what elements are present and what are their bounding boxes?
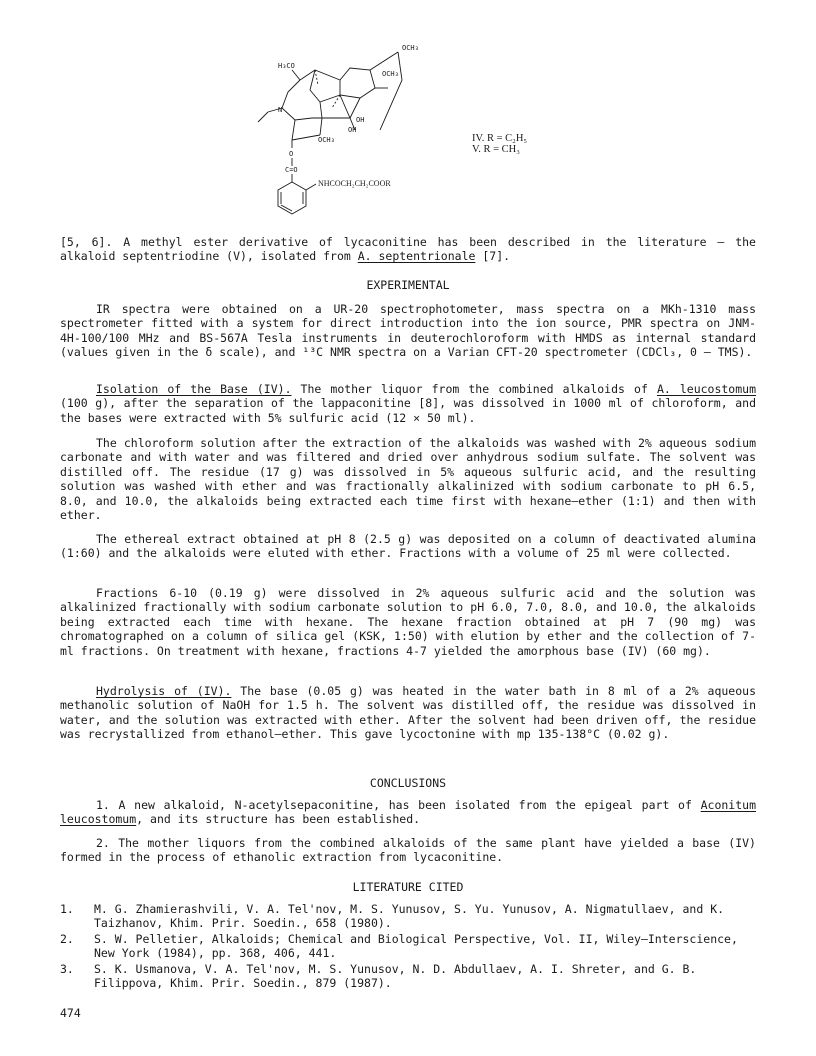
- experimental-p4: [60, 532, 756, 561]
- hydroxyl-label-2: OH: [348, 126, 357, 134]
- experimental-p3-text: The chloroform solution after the extraction of the alkaloids was washed with 2% aqueous sodium carbonate and with water and was filtered and dried over anhydrous sodium sulfate. The solvent was distilled off. The residue (17 g) was dissolved in 5% aqueous sulfuric acid, and the resulting solution was washed with ether and was fractionally alkalinized with sodium carbonate to pH 6.5, 8.0, and 10.0, the alkaloids being extracted each time first with hexane—ether (1:1) and then with ether.: [60, 436, 756, 523]
- nitrogen-label: N: [278, 106, 283, 114]
- conclusion-2-text: 2. The mother liquors from the combined alkaloids of the same plant have yielded a base (IV) formed in the process of ethanolic extraction from lycaconitine.: [60, 836, 756, 865]
- experimental-p2-species: A. leucostomum: [656, 382, 757, 396]
- experimental-p4-text: The ethereal extract obtained at pH 8 (2.5 g) was deposited on a column of deactivated alumina (1:60) and the alkaloids were eluted with ether. Fractions with a volume of 25 ml were collected.: [60, 532, 756, 561]
- reference-2: [60, 932, 750, 961]
- reference-text: S. W. Pelletier, Alkaloids; Chemical and Biological Perspective, Vol. II, Wiley—Interscience, New York (1984), pp. 368, 406, 441.: [94, 932, 738, 961]
- experimental-heading: EXPERIMENTAL: [366, 278, 450, 292]
- hydroxyl-label-1: OH: [356, 116, 365, 124]
- experimental-p6: [60, 684, 756, 742]
- experimental-p2-post: (100 g), after the separation of the lappaconitine [8], was dissolved in 1000 ml of chloroform, and the bases were extracted with 5% sulfuric acid (12 × 50 ml).: [60, 396, 756, 425]
- experimental-p6-text: The base (0.05 g) was heated in the water bath in 8 ml of a 2% aqueous methanolic solution of NaOH for 1.5 h. The solvent was distilled off, the residue was dissolved in water, and the solution was extracted with ether. After the solvent had been driven off, the residue was recrystallized from ethanol—ether. This gave lycoctonine with mp 135-138°C (0.02 g).: [60, 684, 756, 742]
- experimental-p2-mid: The mother liquor from the combined alkaloids of: [291, 382, 657, 396]
- conclusion-2: [60, 836, 756, 865]
- reference-number: 1.: [60, 902, 74, 916]
- conclusion-1-post: , and its structure has been established.: [136, 812, 421, 827]
- oxygen-label: O: [289, 150, 294, 158]
- page-number: 474: [60, 1006, 81, 1020]
- reference-3: [60, 962, 750, 991]
- experimental-p5-text: Fractions 6-10 (0.19 g) were dissolved in 2% aqueous sulfuric acid and the solution was alkalinized fractionally with sodium carbonate solution to pH 6.0, 7.0, 8.0, and 10.0, the alkaloids being extracted each time with hexane. The hexane fraction obtained at pH 7 (90 mg) was chromatographed on a column of silica gel (KSK, 1:50) with elution by ether and the collection of 7-ml fractions. On treatment with hexane, fractions 4-7 yielded the amorphous base (IV) (60 mg).: [60, 586, 756, 658]
- literature-heading: LITERATURE CITED: [352, 880, 464, 894]
- side-chain-label: NHCOCH₂CH₂COOR: [318, 179, 391, 188]
- reference-number: 2.: [60, 932, 74, 946]
- experimental-p3: [60, 436, 756, 522]
- experimental-p5: [60, 586, 756, 658]
- methoxy-label-top: OCH₃: [402, 44, 419, 52]
- reference-text: S. K. Usmanova, V. A. Tel'nov, M. S. Yunusov, N. D. Abdullaev, A. I. Shreter, and G. B. Filippova, Khim. Prir. Soedin., 879 (1987).: [94, 962, 697, 991]
- conclusion-1-pre: 1. A new alkaloid, N-acetylsepaconitine, has been isolated from the epigeal part of: [96, 798, 701, 812]
- legend-item-iv: IV. R = C₂H₅: [472, 133, 528, 144]
- carbonyl-label: C=O: [285, 166, 298, 174]
- legend-item-v: V. R = CH₃: [472, 144, 520, 155]
- intro-species: A. septentrionale: [357, 249, 476, 264]
- intro-text-post: [7].: [475, 249, 511, 264]
- reference-1: [60, 902, 750, 931]
- reference-text: M. G. Zhamierashvili, V. A. Tel'nov, M. S. Yunusov, S. Yu. Yunusov, A. Nigmatullaev, and K. Taizhanov, Khim. Prir. Soedin., 658 (1980).: [94, 902, 725, 931]
- intro-text-pre: [5, 6]. A methyl ester derivative of lycaconitine has been described in the literature — the alkaloid septentriodine (V), isolated from: [60, 235, 756, 264]
- methoxy-label-mid: OCH₃: [382, 70, 399, 78]
- chemical-structure-figure: [240, 40, 450, 230]
- conclusion-1-species: Aconitum leucostomum: [60, 798, 756, 827]
- experimental-p1-text: IR spectra were obtained on a UR-20 spectrophotometer, mass spectra on a MKh-1310 mass spectrometer fitted with a system for direct introduction into the ion source, PMR spectra on JNM-4H-100/100 MHz and BS-567A Tesla instruments in deuterochloroform with HMDS as internal standard (values given in the δ scale), and ¹³C NMR spectra on a Varian CFT-20 spectrometer (CDCl₃, 0 — TMS).: [60, 302, 756, 360]
- experimental-p2: [60, 382, 756, 425]
- reference-number: 3.: [60, 962, 74, 976]
- isolation-heading: Isolation of the Base (IV).: [96, 382, 292, 396]
- conclusions-heading: CONCLUSIONS: [369, 776, 447, 790]
- experimental-p1: [60, 302, 756, 360]
- methoxy-label-low: OCH₃: [318, 136, 335, 144]
- conclusion-1: [60, 798, 756, 827]
- methoxy-label-left: H₃CO: [278, 62, 295, 70]
- intro-paragraph: [60, 235, 756, 264]
- hydrolysis-heading: Hydrolysis of (IV).: [96, 684, 232, 698]
- compound-legend: [472, 133, 527, 155]
